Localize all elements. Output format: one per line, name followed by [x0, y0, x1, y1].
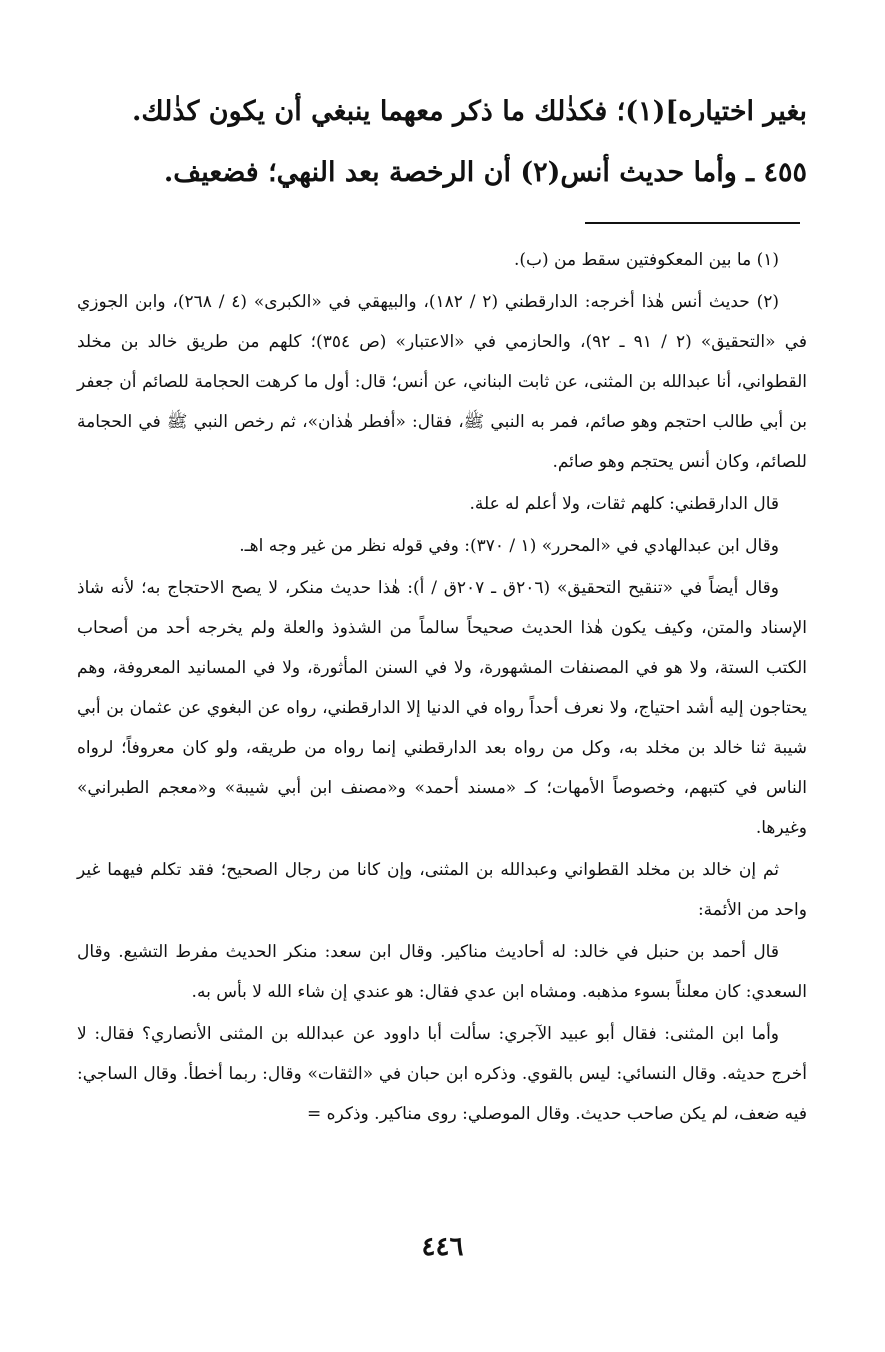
footnote-1: (١) ما بين المعكوفتين سقط من (ب). [513, 250, 779, 270]
footnote-2-ahmad: قال أحمد بن حنبل في خالد: له أحاديث مناكير. وقال ابن سعد: منكر الحديث مفرط التشيع. وقال السعدي: كان معلناً بسوء مذهبه. ومشاه ابن عدي فقال: هو عندي إن شاء الله لا بأس به. [77, 942, 807, 1002]
footnote-2-narrators: ثم إن خالد بن مخلد القطواني وعبدالله بن المثنى، وإن كانا من رجال الصحيح؛ فقد تكلم فيهما غير واحد من الأئمة: [77, 860, 807, 920]
footnote-2-tanqih: وقال أيضاً في «تنقيح التحقيق» (٢٠٦ق ـ ٢٠٧ق / أ): هٰذا حديث منكر، لا يصح الاحتجاج به؛ لأنه شاذ الإسناد والمتن، وكيف يكون هٰذا الحديث صحيحاً سالماً من الشذوذ والعلة ولم يخرجه أحد من أصحاب الكتب الستة، ولا هو في المصنفات المشهورة، ولا في السنن المأثورة، ولا في المسانيد المعروفة، وهم يحتاجون إليه أشد احتياج، ولا نعرف أحداً رواه في الدنيا إلا الدارقطني، رواه عن البغوي عن عثمان بن أبي شيبة ثنا خالد بن مخلد به، وكل من رواه بعد الدارقطني إنما رواه من طريقه، ولو كان معروفاً؛ لرواه الناس في كتبهم، وخصوصاً الأمهات؛ كـ «مسند أحمد» و«مصنف ابن أبي شيبة» و«معجم الطبراني» وغيرها. [77, 578, 807, 838]
footnote-2-daraqutni: قال الدارقطني: كلهم ثقات، ولا أعلم له علة. [469, 494, 779, 514]
footnote-2-ibn-abdulhadi: وقال ابن عبدالهادي في «المحرر» (١ / ٣٧٠): وفي قوله نظر من غير وجه اهـ. [239, 536, 779, 556]
page-number: ٤٤٦ [421, 1232, 464, 1262]
footnote-2-ibn-muthanna: وأما ابن المثنى: فقال أبو عبيد الآجري: سألت أبا داوود عن عبدالله بن المثنى الأنصاري؟ فقال: لا أخرج حديثه. وقال النسائي: ليس بالقوي. وذكره ابن حبان في «الثقات» وقال: ربما أخطأ. وقال الساجي: فيه ضعف، لم يكن صاحب حديث. وقال الموصلي: روى مناكير. وذكره = [77, 1024, 807, 1124]
footnotes-section [77, 240, 807, 1136]
main-text-line-1: بغير اختياره](١)؛ فكذٰلك ما ذكر معهما ينبغي أن يكون كذٰلك. [132, 96, 807, 127]
footnote-divider [585, 222, 800, 224]
footnote-2: (٢) حديث أنس هٰذا أخرجه: الدارقطني (٢ / ١٨٢)، والبيهقي في «الكبرى» (٤ / ٢٦٨)، وابن الجوزي في «التحقيق» (٢ / ٩١ ـ ٩٢)، والحازمي في «الاعتبار» (ص ٣٥٤)؛ كلهم من طريق خالد بن مخلد القطواني، أنا عبدالله بن المثنى، عن ثابت البناني، عن أنس؛ قال: أول ما كرهت الحجامة للصائم أن جعفر بن أبي طالب احتجم وهو صائم، فمر به النبي ﷺ، فقال: «أفطر هٰذان»، ثم رخص النبي ﷺ في الحجامة للصائم، وكان أنس يحتجم وهو صائم. [77, 292, 807, 472]
main-text-line-2: ٤٥٥ ـ وأما حديث أنس(٢) أن الرخصة بعد النهي؛ فضعيف. [163, 157, 807, 188]
